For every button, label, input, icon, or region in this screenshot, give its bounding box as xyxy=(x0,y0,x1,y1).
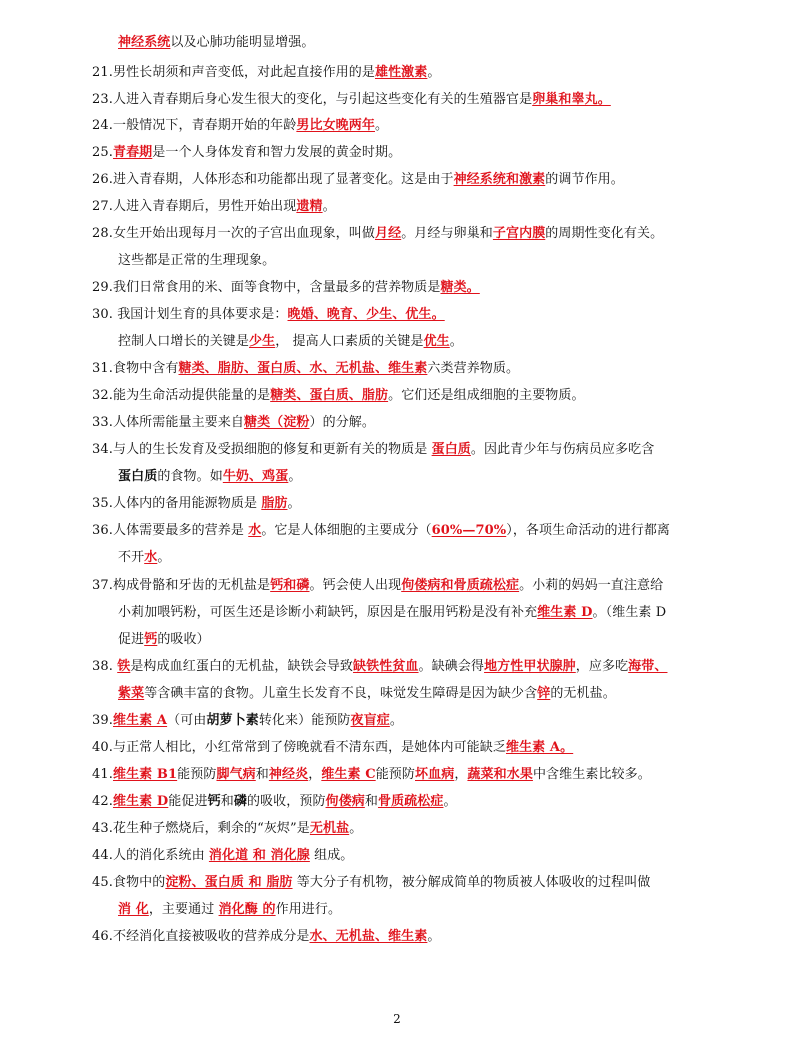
question-text: 32.能为生命活动提供能量的是 xyxy=(92,388,271,403)
question-text: 25. xyxy=(92,145,113,160)
text-line xyxy=(92,171,624,189)
question-text: 33.人体所需能量主要来自 xyxy=(92,415,244,430)
text-line xyxy=(92,360,519,378)
answer-text: 维生素 A。 xyxy=(505,740,574,755)
question-text: 小莉加喂钙粉，可医生还是诊断小莉缺钙，原因是在服用钙粉是没有补充 xyxy=(118,605,538,620)
question-text: 。 xyxy=(389,713,403,728)
text-line xyxy=(92,766,651,784)
question-text: 能促进 xyxy=(168,794,208,809)
answer-text: 消化酶 的 xyxy=(218,902,276,917)
text-line xyxy=(92,117,388,135)
answer-text: 脂肪 xyxy=(261,496,288,511)
text-line xyxy=(92,793,457,811)
question-text: 。 xyxy=(443,794,457,809)
question-text: 转化来）能预防 xyxy=(258,713,351,728)
question-text: 37.构成骨骼和牙齿的无机盐是 xyxy=(92,578,271,593)
question-text: 的无机盐。 xyxy=(550,686,616,701)
question-text: 控制人口增长的关键是 xyxy=(118,334,250,349)
answer-text: 少生 xyxy=(249,334,276,349)
answer-text: 铁 xyxy=(117,659,131,674)
text-line xyxy=(118,685,616,703)
answer-text: 维生素 A xyxy=(112,713,168,728)
answer-text: 月经 xyxy=(374,226,402,241)
question-text: 29.我们日常食用的米、面等食物中，含量最多的营养物质是 xyxy=(92,280,441,295)
question-text: 23.人进入青春期后身心发生很大的变化，与引起这些变化有关的生殖器官是 xyxy=(92,92,533,107)
text-line xyxy=(92,91,611,109)
answer-text: 夜盲症 xyxy=(350,713,390,728)
answer-text: 神经系统 xyxy=(118,35,171,50)
question-text: 34.与人的生长发育及受损细胞的修复和更新有关的物质是 xyxy=(92,442,432,457)
question-text: 等大分子有机物，被分解成简单的物质被人体吸收的过程叫做 xyxy=(292,875,651,890)
text-line xyxy=(92,414,375,432)
text-line xyxy=(92,820,362,838)
answer-text: 水、无机盐、维生素 xyxy=(309,929,428,944)
answer-text: 60%—70% xyxy=(431,523,507,538)
question-text: 。 xyxy=(427,65,441,80)
bold-text: 蛋白质 xyxy=(118,469,158,484)
text-line xyxy=(118,468,301,486)
answer-text: 佝偻病 xyxy=(325,794,365,809)
question-text: 44.人的消化系统由 xyxy=(92,848,209,863)
answer-text: 糖类。 xyxy=(440,280,480,295)
page-number: 2 xyxy=(393,1012,401,1026)
question-text: ， xyxy=(308,767,322,782)
bold-text: 磷 xyxy=(233,794,247,809)
question-text: 是构成血红蛋白的无机盐，缺铁会导致 xyxy=(130,659,354,674)
question-text: 30. 我国计划生育的具体要求是： xyxy=(92,307,288,322)
answer-text: 消化道 和 消化腺 xyxy=(208,848,310,863)
question-text: 45.食物中的 xyxy=(92,875,166,890)
question-text: 43.花生种子燃烧后，剩余的“灰烬”是 xyxy=(92,821,310,836)
answer-text: 牛奶、鸡蛋 xyxy=(222,469,289,484)
question-text: 。钙会使人出现 xyxy=(309,578,402,593)
text-line xyxy=(118,901,341,919)
answer-text: 晚婚、晚育、少生、优生。 xyxy=(287,307,445,322)
answer-text: 水 xyxy=(144,550,158,565)
answer-text: 消 化 xyxy=(118,902,149,917)
answer-text: 蛋白质 xyxy=(431,442,471,457)
question-text: 的调节作用。 xyxy=(545,172,624,187)
question-text: 促进 xyxy=(118,632,145,647)
answer-text: 维生素 D xyxy=(112,794,169,809)
answer-text: 缺铁性贫血 xyxy=(353,659,419,674)
question-text: 不开 xyxy=(118,550,145,565)
question-text: 35.人体内的备用能源物质是 xyxy=(92,496,262,511)
question-text: （可由 xyxy=(167,713,207,728)
question-text: ， xyxy=(454,767,468,782)
text-line xyxy=(92,495,301,513)
question-text: 。它们还是组成细胞的主要物质。 xyxy=(388,388,585,403)
question-text: 42. xyxy=(92,794,113,809)
answer-text: 遗精 xyxy=(296,199,323,214)
answer-text: 维生素 C xyxy=(321,767,376,782)
question-text: 能预防 xyxy=(177,767,217,782)
answer-text: 神经系统和激素 xyxy=(453,172,546,187)
answer-text: 佝偻病和骨质疏松症 xyxy=(401,578,520,593)
question-text: ，主要通过 xyxy=(148,902,219,917)
text-line xyxy=(92,144,401,162)
answer-text: 糖类、蛋白质、脂肪 xyxy=(270,388,389,403)
question-text: 39. xyxy=(92,713,113,728)
question-text: 组成。 xyxy=(309,848,354,863)
question-text: 41. xyxy=(92,767,113,782)
text-line xyxy=(92,577,663,595)
answer-text: 维生素 B1 xyxy=(112,767,178,782)
text-line xyxy=(92,712,403,730)
answer-text: 钙和磷 xyxy=(270,578,310,593)
answer-text: 糖类、脂肪、蛋白质、水、无机盐、维生素 xyxy=(178,361,428,376)
question-text: 26.进入青春期，人体形态和功能都出现了显著变化。这是由于 xyxy=(92,172,454,187)
answer-text: 蔬菜和水果 xyxy=(467,767,533,782)
answer-text: 卵巢和睾丸。 xyxy=(532,92,611,107)
question-text: 和 xyxy=(364,794,378,809)
text-line xyxy=(92,225,663,243)
question-text: 28.女生开始出现每月一次的子宫出血现象，叫做 xyxy=(92,226,375,241)
text-line xyxy=(92,387,585,405)
question-text: ，应多吃 xyxy=(575,659,629,674)
question-text: 。 xyxy=(427,929,441,944)
text-line xyxy=(118,631,210,649)
question-text: 和 xyxy=(255,767,269,782)
text-line xyxy=(92,64,441,82)
answer-text: 雄性激素 xyxy=(374,65,428,80)
question-text: 。月经与卵巢和 xyxy=(401,226,493,241)
answer-text: 子宫内膜 xyxy=(492,226,546,241)
question-text: 的吸收） xyxy=(157,632,210,647)
answer-text: 地方性甲状腺肿 xyxy=(484,659,576,674)
question-text: 。 xyxy=(322,199,336,214)
question-text: 。缺碘会得 xyxy=(418,659,485,674)
text-line xyxy=(118,34,315,52)
question-text: 24.一般情况下，青春期开始的年龄 xyxy=(92,118,297,133)
text-line xyxy=(92,441,654,459)
question-text: 以及心肺功能明显增强。 xyxy=(170,35,315,50)
question-text: 这些都是正常的生理现象。 xyxy=(118,253,276,268)
answer-text: 神经炎 xyxy=(268,767,309,782)
text-line xyxy=(118,549,170,567)
question-text: 是一个人身体发育和智力发展的黄金时期。 xyxy=(152,145,402,160)
question-text: 能预防 xyxy=(375,767,415,782)
text-line xyxy=(92,279,480,297)
question-text: 等含碘丰富的食物。儿童生长发育不良，味觉发生障碍是因为缺少含 xyxy=(144,686,538,701)
text-line xyxy=(92,306,445,324)
question-text: 36.人体需要最多的营养是 xyxy=(92,523,249,538)
question-text: 40.与正常人相比，小红常常到了傍晚就看不清东西，是她体内可能缺乏 xyxy=(92,740,506,755)
answer-text: 维生素 D xyxy=(537,605,593,620)
answer-text: 水 xyxy=(248,523,262,538)
text-line xyxy=(92,198,336,216)
question-text: 。它是人体细胞的主要成分（ xyxy=(261,523,432,538)
question-text: 38. xyxy=(92,659,118,674)
question-text: ），各项生命活动的进行都离 xyxy=(506,523,671,538)
question-text: 。小莉的妈妈一直注意给 xyxy=(519,578,664,593)
answer-text: 骨质疏松症 xyxy=(377,794,444,809)
question-text: 。 xyxy=(288,469,302,484)
question-text: ， 提高人口素质的关键是 xyxy=(275,334,424,349)
text-line xyxy=(92,658,667,676)
answer-text: 钙 xyxy=(144,632,158,647)
question-text: 。 xyxy=(349,821,363,836)
question-text: 的周期性变化有关。 xyxy=(545,226,664,241)
question-text: 27.人进入青春期后，男性开始出现 xyxy=(92,199,297,214)
question-text: 作用进行。 xyxy=(275,902,342,917)
answer-text: 坏血病 xyxy=(415,767,455,782)
bold-text: 钙 xyxy=(207,794,221,809)
answer-text: 糖类（淀粉 xyxy=(243,415,310,430)
text-line xyxy=(92,928,441,946)
question-text: 六类营养物质。 xyxy=(427,361,520,376)
question-text: 。 xyxy=(449,334,463,349)
text-line xyxy=(92,739,573,757)
bold-text: 胡萝卜素 xyxy=(206,713,259,728)
answer-text: 紫菜 xyxy=(118,686,145,701)
answer-text: 淀粉、蛋白质 和 脂肪 xyxy=(165,875,293,890)
text-line xyxy=(118,604,666,622)
text-line xyxy=(92,874,650,892)
answer-text: 海带、 xyxy=(628,659,668,674)
answer-text: 优生 xyxy=(423,334,450,349)
answer-text: 脚气病 xyxy=(216,767,256,782)
question-text: 。 xyxy=(287,496,301,511)
question-text: 中含维生素比较多。 xyxy=(532,767,651,782)
question-text: 31.食物中含有 xyxy=(92,361,179,376)
question-text: 的吸收，预防 xyxy=(246,794,326,809)
answer-text: 无机盐 xyxy=(309,821,350,836)
question-text: 21.男性长胡须和声音变低，对此起直接作用的是 xyxy=(92,65,375,80)
question-text: 和 xyxy=(220,794,234,809)
text-line xyxy=(118,333,463,351)
answer-text: 男比女晚两年 xyxy=(296,118,375,133)
question-text: ）的分解。 xyxy=(309,415,376,430)
question-text: 。（维生素 D xyxy=(592,605,667,620)
answer-text: 青春期 xyxy=(112,145,153,160)
question-text: 。因此青少年与伤病员应多吃含 xyxy=(470,442,655,457)
answer-text: 锌 xyxy=(537,686,551,701)
text-line xyxy=(118,252,275,270)
question-text: 。 xyxy=(157,550,171,565)
question-text: 。 xyxy=(374,118,389,133)
text-line xyxy=(92,522,670,540)
text-line xyxy=(92,847,353,865)
question-text: 的食物。如 xyxy=(157,469,223,484)
question-text: 46.不经消化直接被吸收的营养成分是 xyxy=(92,929,310,944)
